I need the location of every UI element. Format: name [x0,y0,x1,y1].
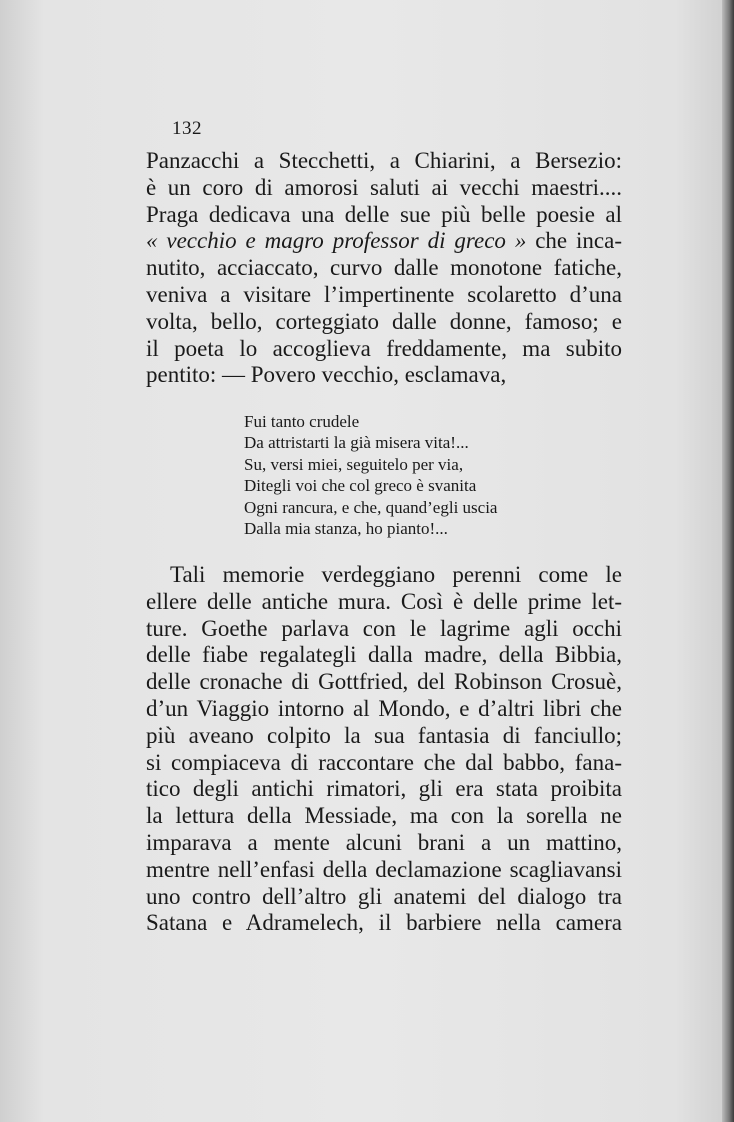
text-line: Tali memorie verdeggiano perenni come le [170,562,622,587]
text-line: più aveano colpito la sua fantasia di fanciullo; [146,722,622,748]
text-line: nutito, acciaccato, curvo dalle monotone fatiche, [146,255,622,281]
text-line: la lettura della Messiade, ma con la sorella ne [146,803,622,829]
poem-line: Dalla mia stanza, ho pianto!... [244,519,448,539]
poem-quote [244,411,564,539]
text-line: si compiaceva di raccontare che dal babbo, fana- [146,749,622,775]
poem-line: Da attristarti la già misera vita!... [244,433,469,453]
text-line: Praga dedicava una delle sue più belle poesie al [146,201,622,227]
text-line: imparava a mente alcuni brani a un mattino, [146,829,622,855]
paragraph-1 [146,148,622,389]
text-line: mentre nell’enfasi della declamazione scagliavansi [146,856,622,882]
text-line: ture. Goethe parlava con le lagrime agli occhi [146,615,622,641]
italic-quote: « vecchio e magro professor di greco » [146,228,527,254]
text-line: tico degli antichi rimatori, gli era stata proibita [146,776,622,802]
poem-line: Fui tanto crudele [244,412,360,431]
text-line: veniva a visitare l’impertinente scolaretto d’una [146,281,622,307]
text-line: delle fiabe regalategli dalla madre, della Bibbia, [146,642,622,668]
text-line: Panzacchi a Stecchetti, a Chiarini, a Bersezio: [146,148,622,173]
text-line: Satana e Adramelech, il barbiere nella camera [146,910,622,936]
text-line-rest: che inca- [526,228,622,254]
poem-line: Su, versi miei, seguitelo per via, [244,454,464,474]
text-line: d’un Viaggio intorno al Mondo, e d’altri libri che [146,695,622,721]
page-number: 132 [172,118,202,139]
text-line: uno contro dell’altro gli anatemi del dialogo tra [146,883,622,909]
text-line: delle cronache di Gottfried, del Robinson Crosuè, [146,669,622,695]
text-line: il poeta lo accoglieva freddamente, ma subito [146,335,622,361]
text-line: pentito: — Povero vecchio, esclamava, [146,362,507,388]
poem-line: Ogni rancura, e che, quand’egli uscia [244,497,498,517]
poem-line: Ditegli voi che col greco è svanita [244,476,477,496]
text-line: è un coro di amorosi saluti ai vecchi maestri.... [146,174,622,200]
text-line [146,228,622,255]
page-edge-shadow [722,0,734,1122]
text-line: volta, bello, corteggiato dalle donne, famoso; e [146,308,622,334]
text-line: ellere delle antiche mura. Così è delle prime let- [146,588,622,614]
paragraph-2 [146,562,622,937]
